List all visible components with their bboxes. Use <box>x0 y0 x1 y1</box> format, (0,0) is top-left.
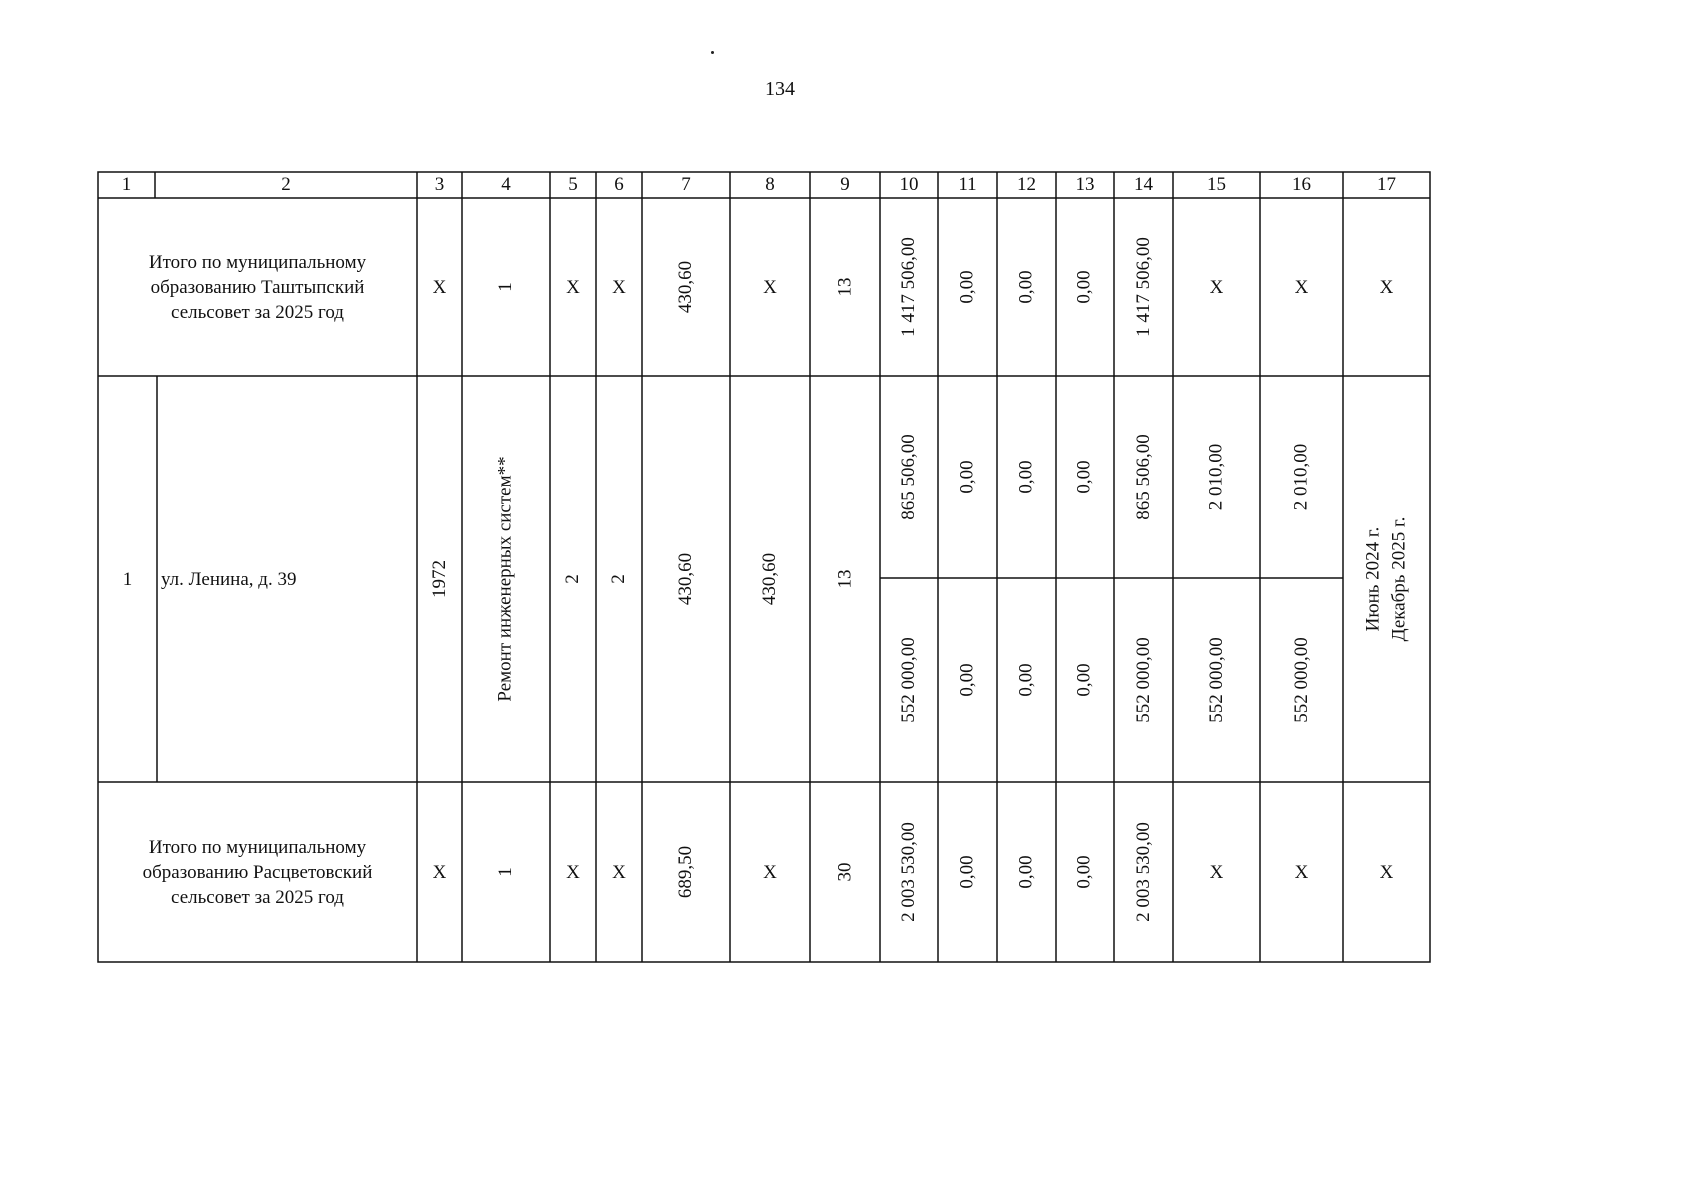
header-cell-5: 5 <box>568 174 578 195</box>
total-rastsvet-c6: Х <box>612 861 626 883</box>
total-tashtyp-c8: Х <box>763 276 777 298</box>
total-tashtyp-c11: 0,00 <box>956 270 978 304</box>
row1-lower-c11: 0,00 <box>956 663 978 697</box>
total-tashtyp-c13: 0,00 <box>1074 270 1095 304</box>
row1-c9: 13 <box>834 569 855 589</box>
total-rastsvet-c14: 2 003 530,00 <box>1132 822 1154 922</box>
total-tashtyp-c9: 13 <box>834 277 855 297</box>
total-tashtyp-c15: Х <box>1209 276 1224 298</box>
total-rastsvet-c10: 2 003 530,00 <box>898 822 919 922</box>
row1-upper-c14: 865 506,00 <box>1132 434 1154 520</box>
header-cell-2: 2 <box>281 174 291 195</box>
row1-work-type: Ремонт инженерных систем** <box>495 456 516 702</box>
total-tashtyp-c10: 1 417 506,00 <box>898 237 919 337</box>
total-rastsvet-c13: 0,00 <box>1074 855 1095 889</box>
total-rastsvet-c4: 1 <box>495 867 516 877</box>
header-cell-3: 3 <box>434 174 445 195</box>
total-rastsvet-c7: 689,50 <box>675 845 696 899</box>
total-rastsvet-c5: Х <box>566 861 580 883</box>
total-tashtyp-c6: Х <box>612 276 626 298</box>
total-tashtyp-c16: Х <box>1294 276 1309 298</box>
total-rastsvet-c11: 0,00 <box>956 855 978 889</box>
total-rastsvet-c12: 0,00 <box>1015 855 1037 889</box>
row1-address: ул. Ленина, д. 39 <box>161 568 297 590</box>
header-cell-12: 12 <box>1017 174 1036 195</box>
row1-upper-c12: 0,00 <box>1015 460 1037 494</box>
header-cell-17: 17 <box>1377 174 1396 195</box>
page-number: 134 <box>765 78 795 100</box>
row1-upper-c13: 0,00 <box>1074 460 1095 494</box>
total-rastsvet-c15: Х <box>1209 861 1224 883</box>
total-tashtyp-c4: 1 <box>495 282 516 292</box>
total-rastsvet-c17: Х <box>1379 861 1394 883</box>
row1-c5: 2 <box>562 574 583 584</box>
total-rastsvet-c8: Х <box>763 861 777 883</box>
header-cell-16: 16 <box>1292 174 1311 195</box>
header-cell-14: 14 <box>1134 174 1153 195</box>
total-rastsvet-c3: Х <box>432 861 447 883</box>
total-tashtyp-c3: Х <box>432 276 447 298</box>
header-cell-11: 11 <box>958 174 977 195</box>
header-cell-13: 13 <box>1075 174 1095 195</box>
header-cell-8: 8 <box>765 174 775 195</box>
row1-upper-c16: 2 010,00 <box>1290 443 1312 511</box>
row1-c6: 2 <box>608 574 629 584</box>
row1-period <box>1361 517 1413 642</box>
row1-upper-c10: 865 506,00 <box>898 434 919 520</box>
header-cell-10: 10 <box>899 174 919 195</box>
total-tashtyp-c5: Х <box>566 276 580 298</box>
total-rastsvet-c9: 30 <box>834 862 855 882</box>
row1-lower-c13: 0,00 <box>1074 663 1095 697</box>
total-tashtyp-c12: 0,00 <box>1015 270 1037 304</box>
total-tashtyp-c7: 430,60 <box>675 260 696 314</box>
total-rastsvet-label: Итого по муниципальному образованию Расцветовский сельсовет за 2025 год <box>142 836 373 908</box>
row1-period-start: Июнь 2024 г. <box>1362 526 1384 632</box>
header-cell-7: 7 <box>681 174 691 195</box>
header-cell-1: 1 <box>121 174 132 195</box>
row1-lower-c15: 552 000,00 <box>1205 637 1227 723</box>
header-cell-6: 6 <box>614 174 624 195</box>
row1-period-end: Декабрь 2025 г. <box>1388 516 1410 642</box>
total-tashtyp-label: Итого по муниципальному образованию Таштыпский сельсовет за 2025 год <box>148 251 367 323</box>
row1-number: 1 <box>122 568 133 590</box>
row1-year: 1972 <box>428 560 450 598</box>
header-cell-4: 4 <box>501 174 511 195</box>
header-cell-9: 9 <box>840 174 850 195</box>
header-cell-15: 15 <box>1207 174 1226 195</box>
row1-c7: 430,60 <box>675 552 696 606</box>
total-rastsvet-c16: Х <box>1294 861 1309 883</box>
row1-upper-c15: 2 010,00 <box>1205 443 1227 511</box>
row1-upper-c11: 0,00 <box>956 460 978 494</box>
total-tashtyp-c17: Х <box>1379 276 1394 298</box>
row1-lower-c10: 552 000,00 <box>898 637 919 723</box>
row1-lower-c12: 0,00 <box>1015 663 1037 697</box>
row1-lower-c16: 552 000,00 <box>1290 637 1312 723</box>
row1-lower-c14: 552 000,00 <box>1132 637 1154 723</box>
total-tashtyp-c14: 1 417 506,00 <box>1132 237 1154 337</box>
row1-c8: 430,60 <box>759 552 780 606</box>
